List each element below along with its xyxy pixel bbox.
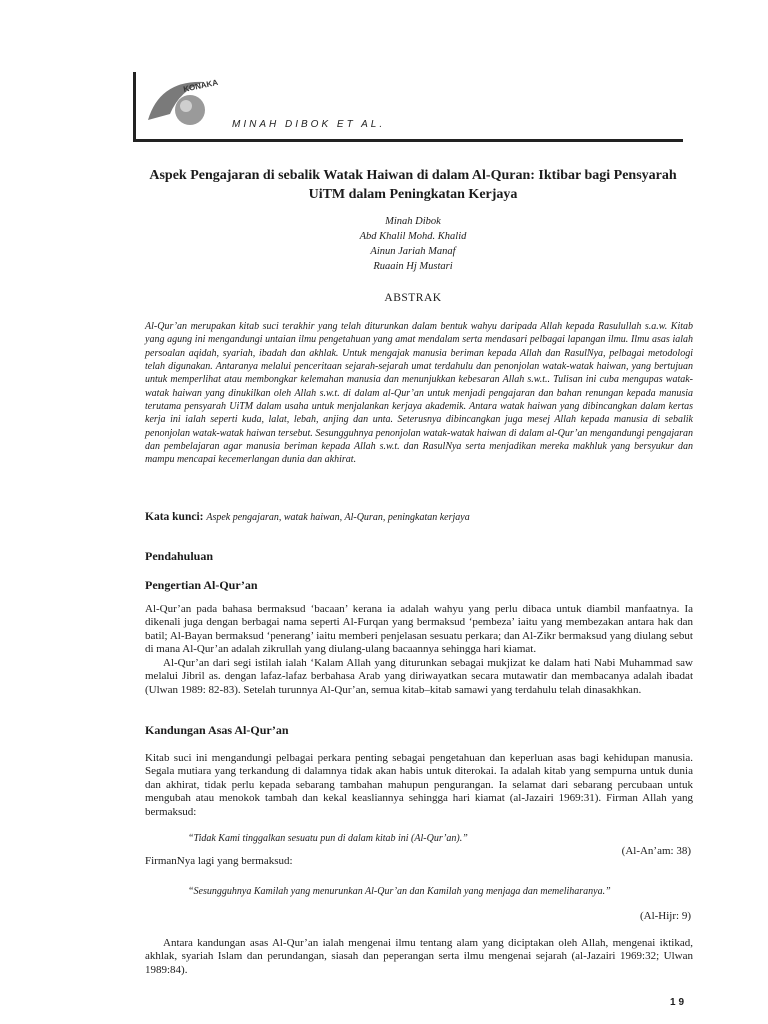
article-title: Aspek Pengajaran di sebalik Watak Haiwan di dalam Al-Quran: Iktibar bagi Pensyarah UiTM dalam Peningkatan Kerjaya [149,168,677,202]
header-vertical-rule [133,72,136,142]
quote-reference: (Al-An’am: 38) [621,845,691,857]
author-name: Abd Khalil Mohd. Khalid [359,231,467,242]
journal-logo [140,74,230,132]
keywords-text: Aspek pengajaran, watak haiwan, Al-Quran, peningkatan kerjaya [206,512,470,523]
body-paragraph: Kitab suci ini mengandungi pelbagai perkara penting sebagai pengetahuan dan keperluan asas bagi kehidupan manusia. Segala mutiara yang terkandung di dalamnya tidak akan habis untuk diterokai. Ia adalah kitab yang sempurna untuk dunia dan akhirat, tidak perlu kepada sebarang tambahan mahupun pengurangan. Ia selamat dari sebarang percubaan untuk mengubah atau menokok tambah dan kekal keasliannya sehingga hari kiamat (al-Jazairi 1969:31). Firman Allah yang bermaksud: [145,752,693,818]
page-number: 19 [670,997,688,1008]
abstract-body: Al-Qur’an merupakan kitab suci terakhir yang telah diturunkan dalam bentuk wahyu daripada Allah kepada Rasulullah s.a.w. Kitab yang agung ini mengandungi untaian ilmu pengetahuan yang amat mendalam serta mendasari pelbagai lapangan ilmu. Ilmu asas ialah persoalan aqidah, syariah, ibadah dan akhlak. Untuk mengajak manusia beriman kepada Allah dan RasulNya, pelbagai metodologi telah digunakan. Antaranya melalui penceritaan sejarah-sejarah umat terdahulu dan penonjolan watak-watak haiwan, yang bertujuan untuk memperlihat atau membongkar kelemahan manusia dan menunjukkan kebesaran Allah s.w.t.. Tulisan ini cuba mengupas watak-watak haiwan yang dinukilkan oleh Allah s.w.t. di dalam al-Qur’an untuk menjadi pengajaran dan bahan renungan kepada manusia terutama pensyarah UiTM dalam usaha untuk menjalankan kerjaya akademik. Antara watak haiwan yang dibincangkan dalam kertas kerja ini ialah seperti kuda, lalat, lebah, anjing dan unta. Seterusnya dibincangkan juga mesej Allah kepada manusia di sebalik penonjolan watak-watak haiwan tersebut. Sesungguhnya penonjolan watak-watak haiwan di dalam al-Qur’an mengandungi pengajaran dan pembelajaran agar manusia beriman kepada Allah s.w.t. dan RasulNya serta menjadikan mereka makhluk yang bersyukur dan mampu mencapai kecemerlangan dunia dan akhirat. [145,321,693,466]
keywords-label: Kata kunci: [145,511,204,523]
running-head: MINAH DIBOK ET AL. [232,119,386,130]
quote-text: “Tidak Kami tinggalkan sesuatu pun di dalam kitab ini (Al-Qur’an).” [188,833,468,844]
body-paragraph: Al-Qur’an pada bahasa bermaksud ‘bacaan’ kerana ia adalah wahyu yang perlu dibaca untuk diambil manfaatnya. Ia dikenali juga dengan berbagai nama seperti Al-Furqan yang bermaksud ‘pembeza’ iaitu yang membezakan antara hak dan batil; Al-Bayan bermaksud ‘penerang’ iaitu memberi penjelasan sesuatu perkara; dan Al-Zikr bermaksud yang diulang sebut di mana Al-Qur’an adalah zikrullah yang diulang-ulang bacaannya sehingga hari kiamat. [145,603,693,656]
section-heading-pendahuluan: Pendahuluan [145,549,214,563]
quote-text: “Sesungguhnya Kamilah yang menurunkan Al-Qur’an dan Kamilah yang menjaga dan memeliharanya.” [188,886,611,897]
abstract-heading: ABSTRAK [384,292,442,304]
author-name: Ainun Jariah Manaf [370,246,456,257]
logo-text: KONAKA [182,77,219,94]
author-list [145,214,681,274]
author-name: Ruaain Hj Mustari [373,261,453,272]
section-heading-kandungan: Kandungan Asas Al-Qur’an [145,723,289,737]
author-name: Minah Dibok [385,216,441,227]
body-paragraph: Al-Qur’an dari segi istilah ialah ‘Kalam Allah yang diturunkan sebagai mukjizat ke dalam hati Nabi Muhammad saw melalui Jibril as. dengan lafaz-lafaz berbahasa Arab yang diriwayatkan secara mutawatir dan membacanya adalah ibadat (Ulwan 1989: 82-83). Setelah turunnya Al-Qur’an, semua kitab–kitab samawi yang terdahulu telah dinasakhkan. [145,657,693,696]
section-heading-pengertian: Pengertian Al-Qur’an [145,578,258,592]
body-paragraph: Antara kandungan asas Al-Qur’an ialah mengenai ilmu tentang alam yang diciptakan oleh Allah, mengenai iktikad, akhlak, syariah Islam dan perundangan, siasah dan peperangan serta ilmu mengenai sejarah (al-Jazairi 1969:32; Ulwan 1989:84). [145,937,693,976]
header-horizontal-rule [133,139,683,142]
quote-reference: (Al-Hijr: 9) [639,910,691,922]
keywords [145,511,693,523]
transition-text: FirmanNya lagi yang bermaksud: [145,855,293,867]
logo-globe-highlight [180,100,192,112]
